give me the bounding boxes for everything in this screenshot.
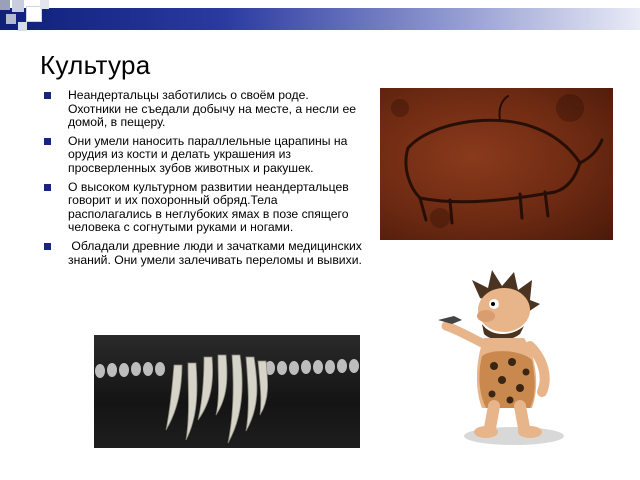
header-gradient-band: [0, 8, 640, 30]
tooth-necklace-image: [94, 335, 360, 448]
decor-square: [40, 0, 49, 9]
slide-title: Культура: [40, 50, 151, 80]
bullet-list: [44, 88, 366, 272]
bullet-text: Они умели наносить параллельные царапины на орудия из кости и делать украшения из просверленных зубов животных и ракушек.: [68, 133, 348, 175]
rhino-painting-icon: [380, 88, 613, 240]
bullet-item: [44, 181, 362, 235]
caveman-icon: [432, 268, 572, 448]
decor-square: [12, 0, 24, 12]
bullet-item: [44, 89, 362, 130]
bullet-square-icon: [44, 184, 51, 191]
decor-square: [0, 0, 10, 10]
decor-square: [18, 22, 27, 31]
bullet-item: [44, 238, 366, 267]
necklace-icon: [94, 335, 360, 448]
cave-painting-image: [380, 88, 613, 240]
bullet-item: [44, 135, 362, 176]
bullet-text: Неандертальцы заботились о своём роде. Охотники не съедали добычу на месте, а несли ее домой, в пещеру.: [68, 88, 356, 130]
caveman-figure-image: [432, 268, 572, 448]
bullet-text: О высоком культурном развитии неандертальцев говорит и их похоронный обряд.Тела располагались в неглубоких ямах в позе спящего человека с согнутыми руками и ногами.: [68, 179, 349, 235]
bullet-text: Обладали древние люди и зачатками медицинских знаний. Они умели залечивать переломы и вывихи.: [68, 238, 366, 267]
bullet-square-icon: [44, 92, 51, 99]
decor-square: [6, 14, 16, 24]
bullet-square-icon: [44, 243, 51, 250]
bullet-square-icon: [44, 138, 51, 145]
